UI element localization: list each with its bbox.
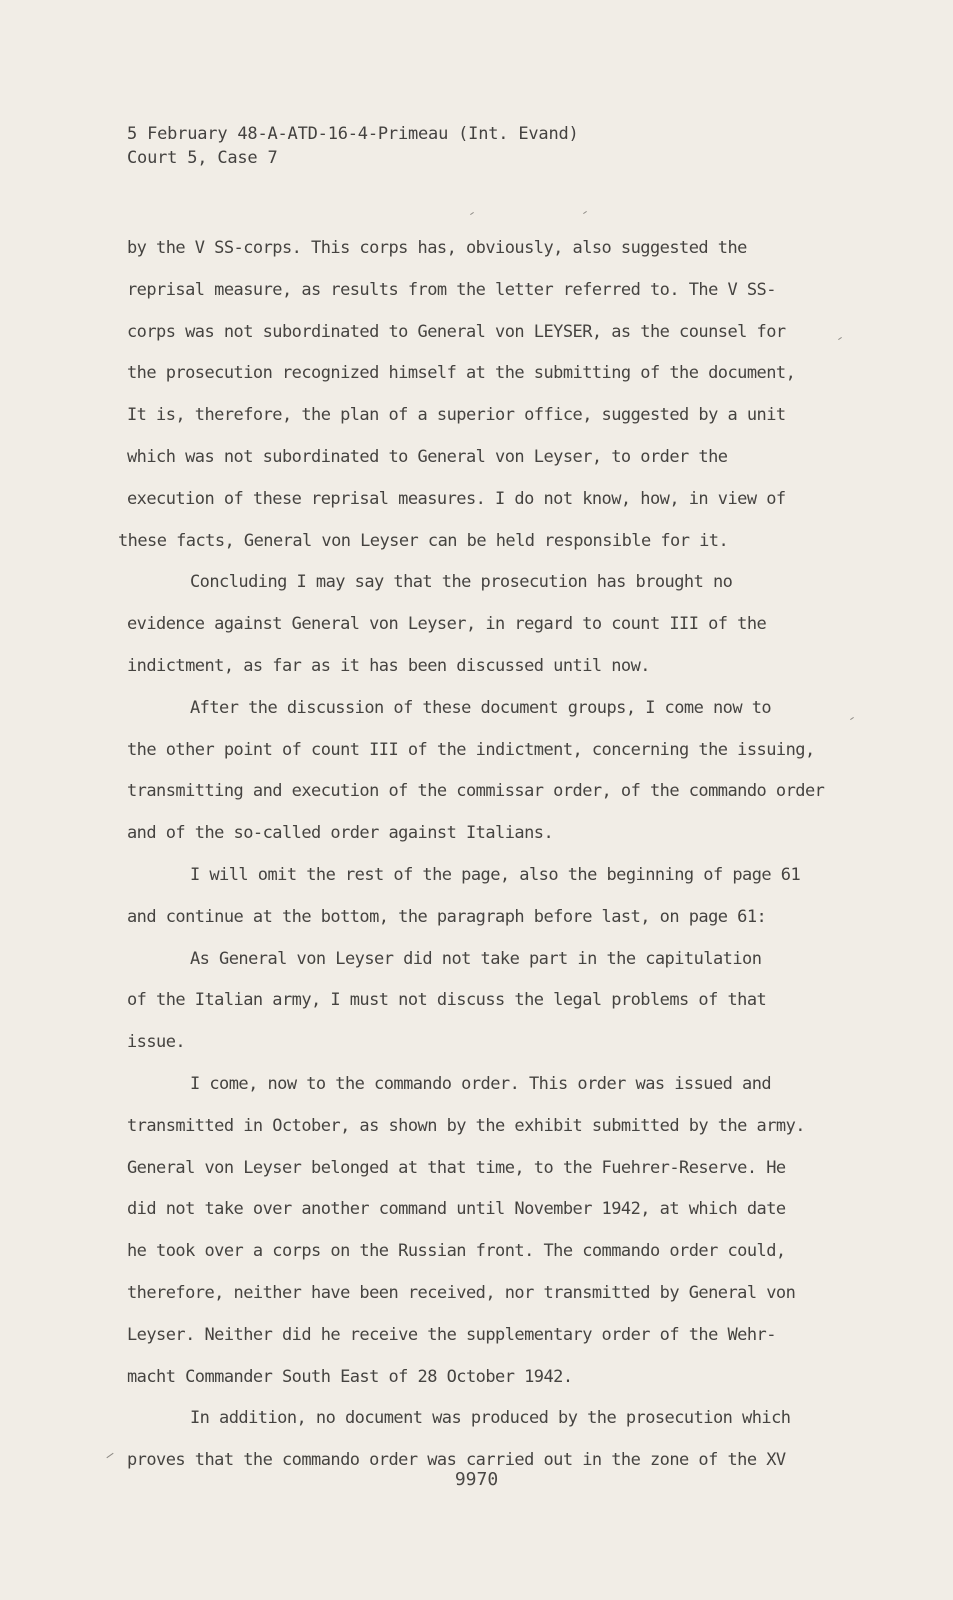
text-line: General von Leyser belonged at that time, to the Fuehrer-Reserve. He bbox=[127, 1157, 786, 1178]
text-line: transmitted in October, as shown by the exhibit submitted by the army. bbox=[127, 1115, 805, 1136]
header-date-reference: 5 February 48-A-ATD-16-4-Primeau (Int. Evand) bbox=[127, 124, 579, 144]
header-court-case: Court 5, Case 7 bbox=[127, 148, 278, 168]
text-line: macht Commander South East of 28 October 1942. bbox=[127, 1366, 573, 1387]
text-line: indictment, as far as it has been discussed until now. bbox=[127, 655, 650, 676]
paragraph-first-line: I come, now to the commando order. This order was issued and bbox=[190, 1073, 772, 1094]
text-line: the prosecution recognized himself at the submitting of the document, bbox=[127, 363, 796, 384]
text-line: corps was not subordinated to General von LEYSER, as the counsel for bbox=[127, 321, 786, 342]
stray-mark bbox=[583, 211, 587, 214]
document-header bbox=[127, 122, 579, 170]
text-line: evidence against General von Leyser, in regard to count III of the bbox=[127, 614, 767, 635]
text-line: therefore, neither have been received, nor transmitted by General von bbox=[127, 1282, 796, 1303]
text-line: he took over a corps on the Russian front. The commando order could, bbox=[127, 1241, 786, 1262]
text-line: which was not subordinated to General von Leyser, to order the bbox=[127, 446, 728, 467]
text-line: issue. bbox=[127, 1032, 186, 1053]
text-line: of the Italian army, I must not discuss the legal problems of that bbox=[127, 990, 767, 1011]
text-line: Leyser. Neither did he receive the supplementary order of the Wehr- bbox=[127, 1324, 776, 1345]
text-line: by the V SS-corps. This corps has, obviously, also suggested the bbox=[127, 238, 747, 258]
stray-mark bbox=[106, 1453, 113, 1458]
text-line: the other point of count III of the indictment, concerning the issuing, bbox=[127, 739, 815, 760]
paragraph-first-line: After the discussion of these document groups, I come now to bbox=[190, 697, 772, 718]
paragraph-first-line: Concluding I may say that the prosecution has brought no bbox=[190, 572, 733, 593]
stray-mark bbox=[470, 212, 474, 215]
document-body bbox=[118, 228, 867, 1482]
text-line: proves that the commando order was carried out in the zone of the XV bbox=[127, 1450, 786, 1471]
text-line: these facts, General von Leyser can be held responsible for it. bbox=[118, 530, 729, 551]
text-line: execution of these reprisal measures. I do not know, how, in view of bbox=[127, 488, 786, 509]
paragraph-first-line: I will omit the rest of the page, also the beginning of page 61 bbox=[190, 864, 801, 885]
text-line: transmitting and execution of the commissar order, of the commando order bbox=[127, 781, 825, 802]
paragraph-first-line: In addition, no document was produced by the prosecution which bbox=[190, 1408, 791, 1429]
paragraph-first-line: As General von Leyser did not take part in the capitulation bbox=[190, 948, 762, 969]
text-line: and continue at the bottom, the paragraph before last, on page 61: bbox=[127, 906, 767, 927]
text-line: It is, therefore, the plan of a superior office, suggested by a unit bbox=[127, 405, 786, 426]
text-line: did not take over another command until November 1942, at which date bbox=[127, 1199, 786, 1220]
text-line: reprisal measure, as results from the letter referred to. The V SS- bbox=[127, 279, 776, 300]
text-line: and of the so-called order against Italians. bbox=[127, 823, 554, 844]
page-number: 9970 bbox=[454, 1469, 499, 1490]
